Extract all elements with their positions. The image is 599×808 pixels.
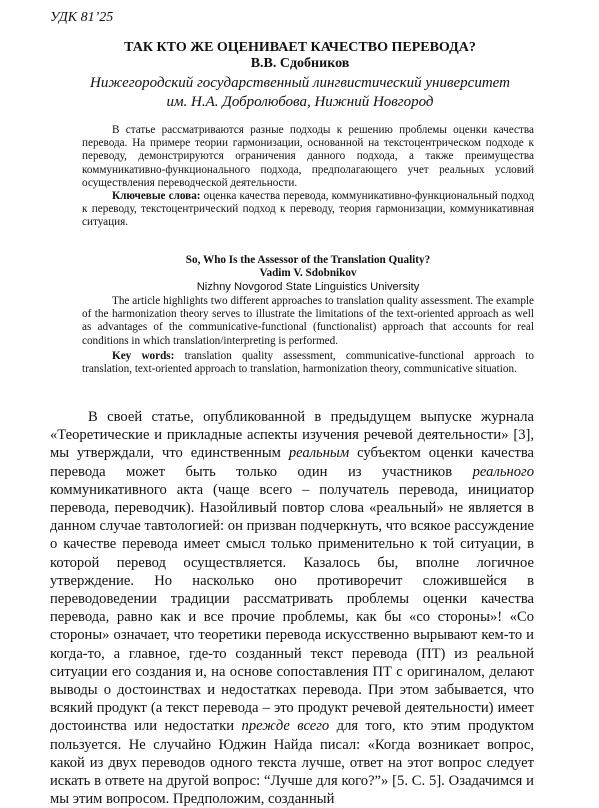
paper-title-ru: ТАК КТО ЖЕ ОЦЕНИВАЕТ КАЧЕСТВО ПЕРЕВОДА? — [124, 40, 476, 55]
affiliation-ru — [60, 74, 540, 112]
udk-code: УДК 81’25 — [50, 10, 114, 25]
body-text-a: В своей статье, опубликованной в предыдущем выпуске журнала «Теоретические и прикладные аспекты изучения речевой деятельности» [3], мы утверждали, что единственным — [50, 409, 534, 462]
author-ru: В.В. Сдобников — [250, 56, 350, 71]
body-text-d: для того, кто этим продуктом пользуется. Не случайно Юджин Найда писал: «Когда возникает вопрос, какой из двух переводов одного текста лучше, ответ на этот вопрос следует искать в ответе на другой вопрос: “Лучше для кого?”» [5. С. 5]. Озадачимся и мы этим вопросом. Предположим, созданный — [50, 718, 534, 808]
keywords-en — [82, 350, 534, 376]
keywords-ru — [82, 190, 534, 230]
affiliation-ru-line1: Нижегородский государственный лингвистический университет — [90, 75, 510, 91]
keywords-ru-label: Ключевые слова: — [112, 190, 201, 202]
abstract-ru: В статье рассматриваются разные подходы к решению проблемы оценки качества перевода. На примере теории гармонизации, основанной на текстоцентрическом подходе к переводу, демонстрируются ограничения данного подхода, а также преимущества коммуникативно-функционального подхода, предполагающего учет реальных условий осуществления переводческой деятельности. — [82, 124, 534, 189]
body-text-c: коммуникативного акта (чаще всего – получатель перевода, инициатор перевода, переводчик). Назойливый повтор слова «реальный» не является в данном случае тавтологией: он призван подчеркнуть, что всякое рассуждение о качестве перевода имеет смысл только применительно к той ситуации, в которой перевод осуществляется. Казалось бы, вполне логичное утверждение. Но насколько оно противоречит сложившейся в переводоведении традиции рассматривать проблемы оценки качества перевода, равно как и все прочие проблемы, как бы «со стороны»! «Со стороны» означает, что теоретики перевода искусственно вырывают кем-то и когда-то, а главное, где-то созданный текст перевода (ПТ) из реальной ситуации его создания и, на основе сопоставления ПТ с оригиналом, делают выводы о достоинствах и недостатках перевода. При этом забывается, что всякий продукт (а текст перевода – это продукт речевой деятельности) имеет достоинства или недостатки — [50, 481, 534, 735]
author-en: Vadim V. Sdobnikov — [259, 267, 357, 279]
paper-title-en: So, Who Is the Assessor of the Translation Quality? — [185, 254, 431, 266]
keywords-ru-text: оценка качества перевода, коммуникативно-функциональный подход к переводу, текстоцентрический подход к переводу, теория гармонизации, коммуникативная ситуация. — [82, 190, 534, 229]
body-italic-real1: реальным — [288, 445, 350, 462]
affiliation-ru-line2: им. Н.А. Добролюбова, Нижний Новгород — [166, 94, 434, 110]
keywords-en-label: Key words: — [112, 350, 175, 362]
body-text-b: субъектом оценки качества перевода может быть только один из участников — [50, 445, 534, 480]
affiliation-en: Nizhny Novgorod State Linguistics University — [196, 281, 420, 293]
body-italic-first: прежде всего — [241, 718, 330, 735]
body-italic-real2: реального — [472, 463, 534, 480]
keywords-en-text: translation quality assessment, communicative-functional approach to translation, text-oriented approach to translation, harmonization theory, communicative situation. — [82, 350, 535, 376]
abstract-en: The article highlights two different approaches to translation quality assessment. The example of the harmonization theory serves to illustrate the limitations of the text-oriented approach as well as advantages of the communicative-functional (functionalist) approach that accounts for real conditions in which translation/interpreting is performed. — [82, 295, 534, 347]
body-paragraph — [50, 408, 534, 808]
